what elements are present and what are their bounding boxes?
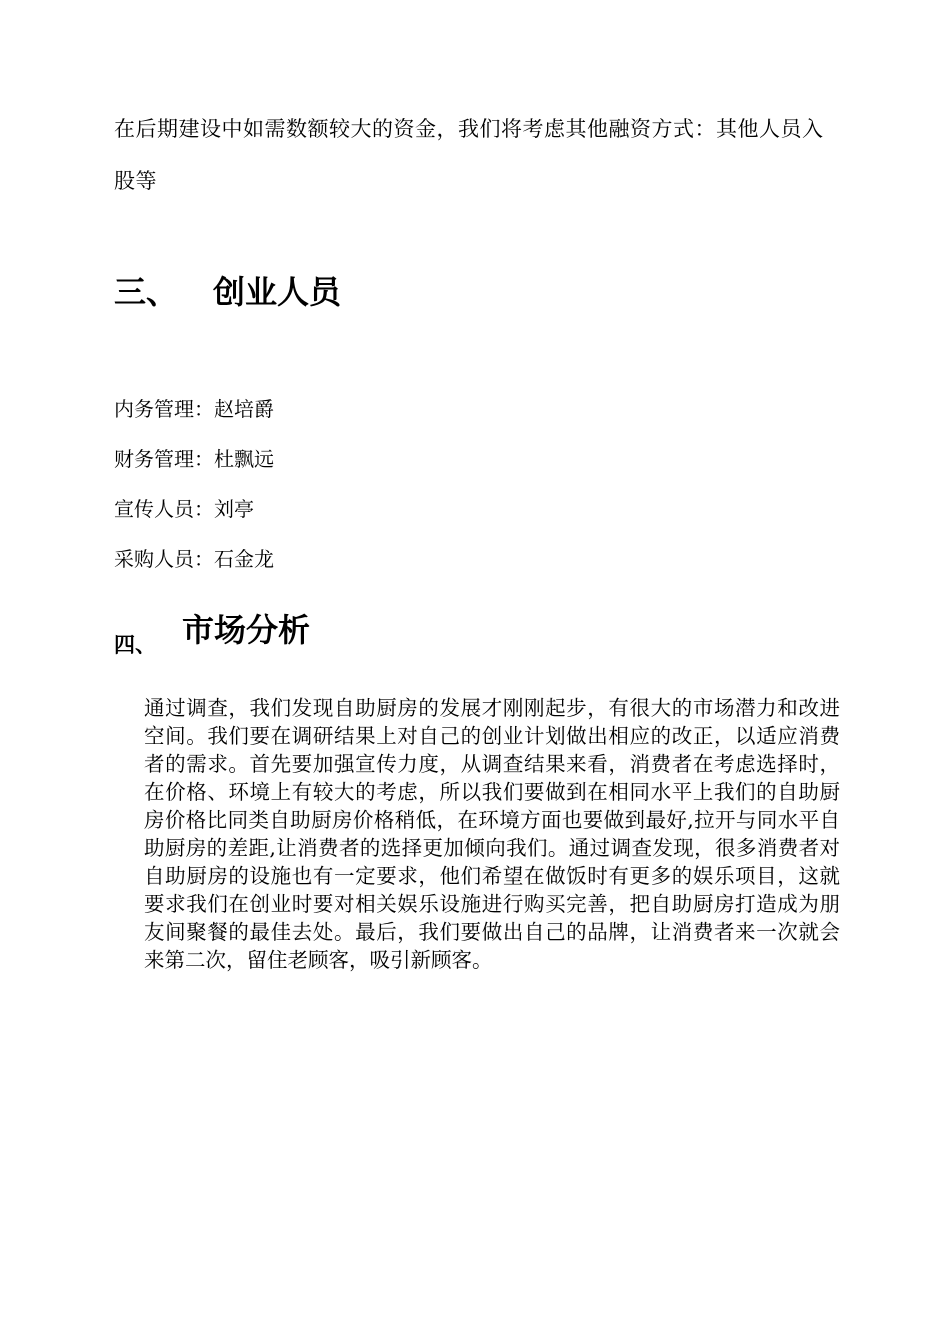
staff-name: 石金龙 — [214, 547, 274, 571]
staff-item — [114, 492, 274, 542]
market-analysis-paragraph: 通过调查，我们发现自助厨房的发展才刚刚起步，有很大的市场潜力和改进空间。我们要在调研结果上对自己的创业计划做出相应的改正，以适应消费者的需求。首先要加强宣传力度，从调查结果来看，消费者在考虑选择时，在价格、环境上有较大的考虑，所以我们要做到在相同水平上我们的自助厨房价格比同类自助厨房价格稍低，在环境方面也要做到最好,拉开与同水平自助厨房的差距,让消费者的选择更加倾向我们。通过调查发现，很多消费者对自助厨房的设施也有一定要求，他们希望在做饭时有更多的娱乐项目，这就要求我们在创业时要对相关娱乐设施进行购买完善，把自助厨房打造成为朋友间聚餐的最佳去处。最后，我们要做出自己的品牌，让消费者来一次就会来第二次，留住老顾客，吸引新顾客。 — [144, 696, 840, 972]
staff-item — [114, 542, 274, 592]
staff-item — [114, 442, 274, 492]
staff-list — [114, 392, 274, 592]
staff-role: 内务管理： — [114, 397, 214, 421]
staff-name: 赵培爵 — [214, 397, 274, 421]
staff-item — [114, 392, 274, 442]
section-4-number: 四、 — [114, 633, 156, 657]
section-3-number: 三、 — [114, 273, 179, 311]
staff-name: 杜飘远 — [214, 447, 274, 471]
financing-paragraph: 在后期建设中如需数额较大的资金，我们将考虑其他融资方式：其他人员入股等 — [114, 117, 824, 193]
staff-role: 财务管理： — [114, 447, 214, 471]
staff-name: 刘亭 — [214, 497, 254, 521]
section-3-title: 创业人员 — [213, 273, 342, 311]
staff-role: 采购人员： — [114, 547, 214, 571]
staff-role: 宣传人员： — [114, 497, 214, 521]
section-4-title: 市场分析 — [182, 611, 311, 649]
